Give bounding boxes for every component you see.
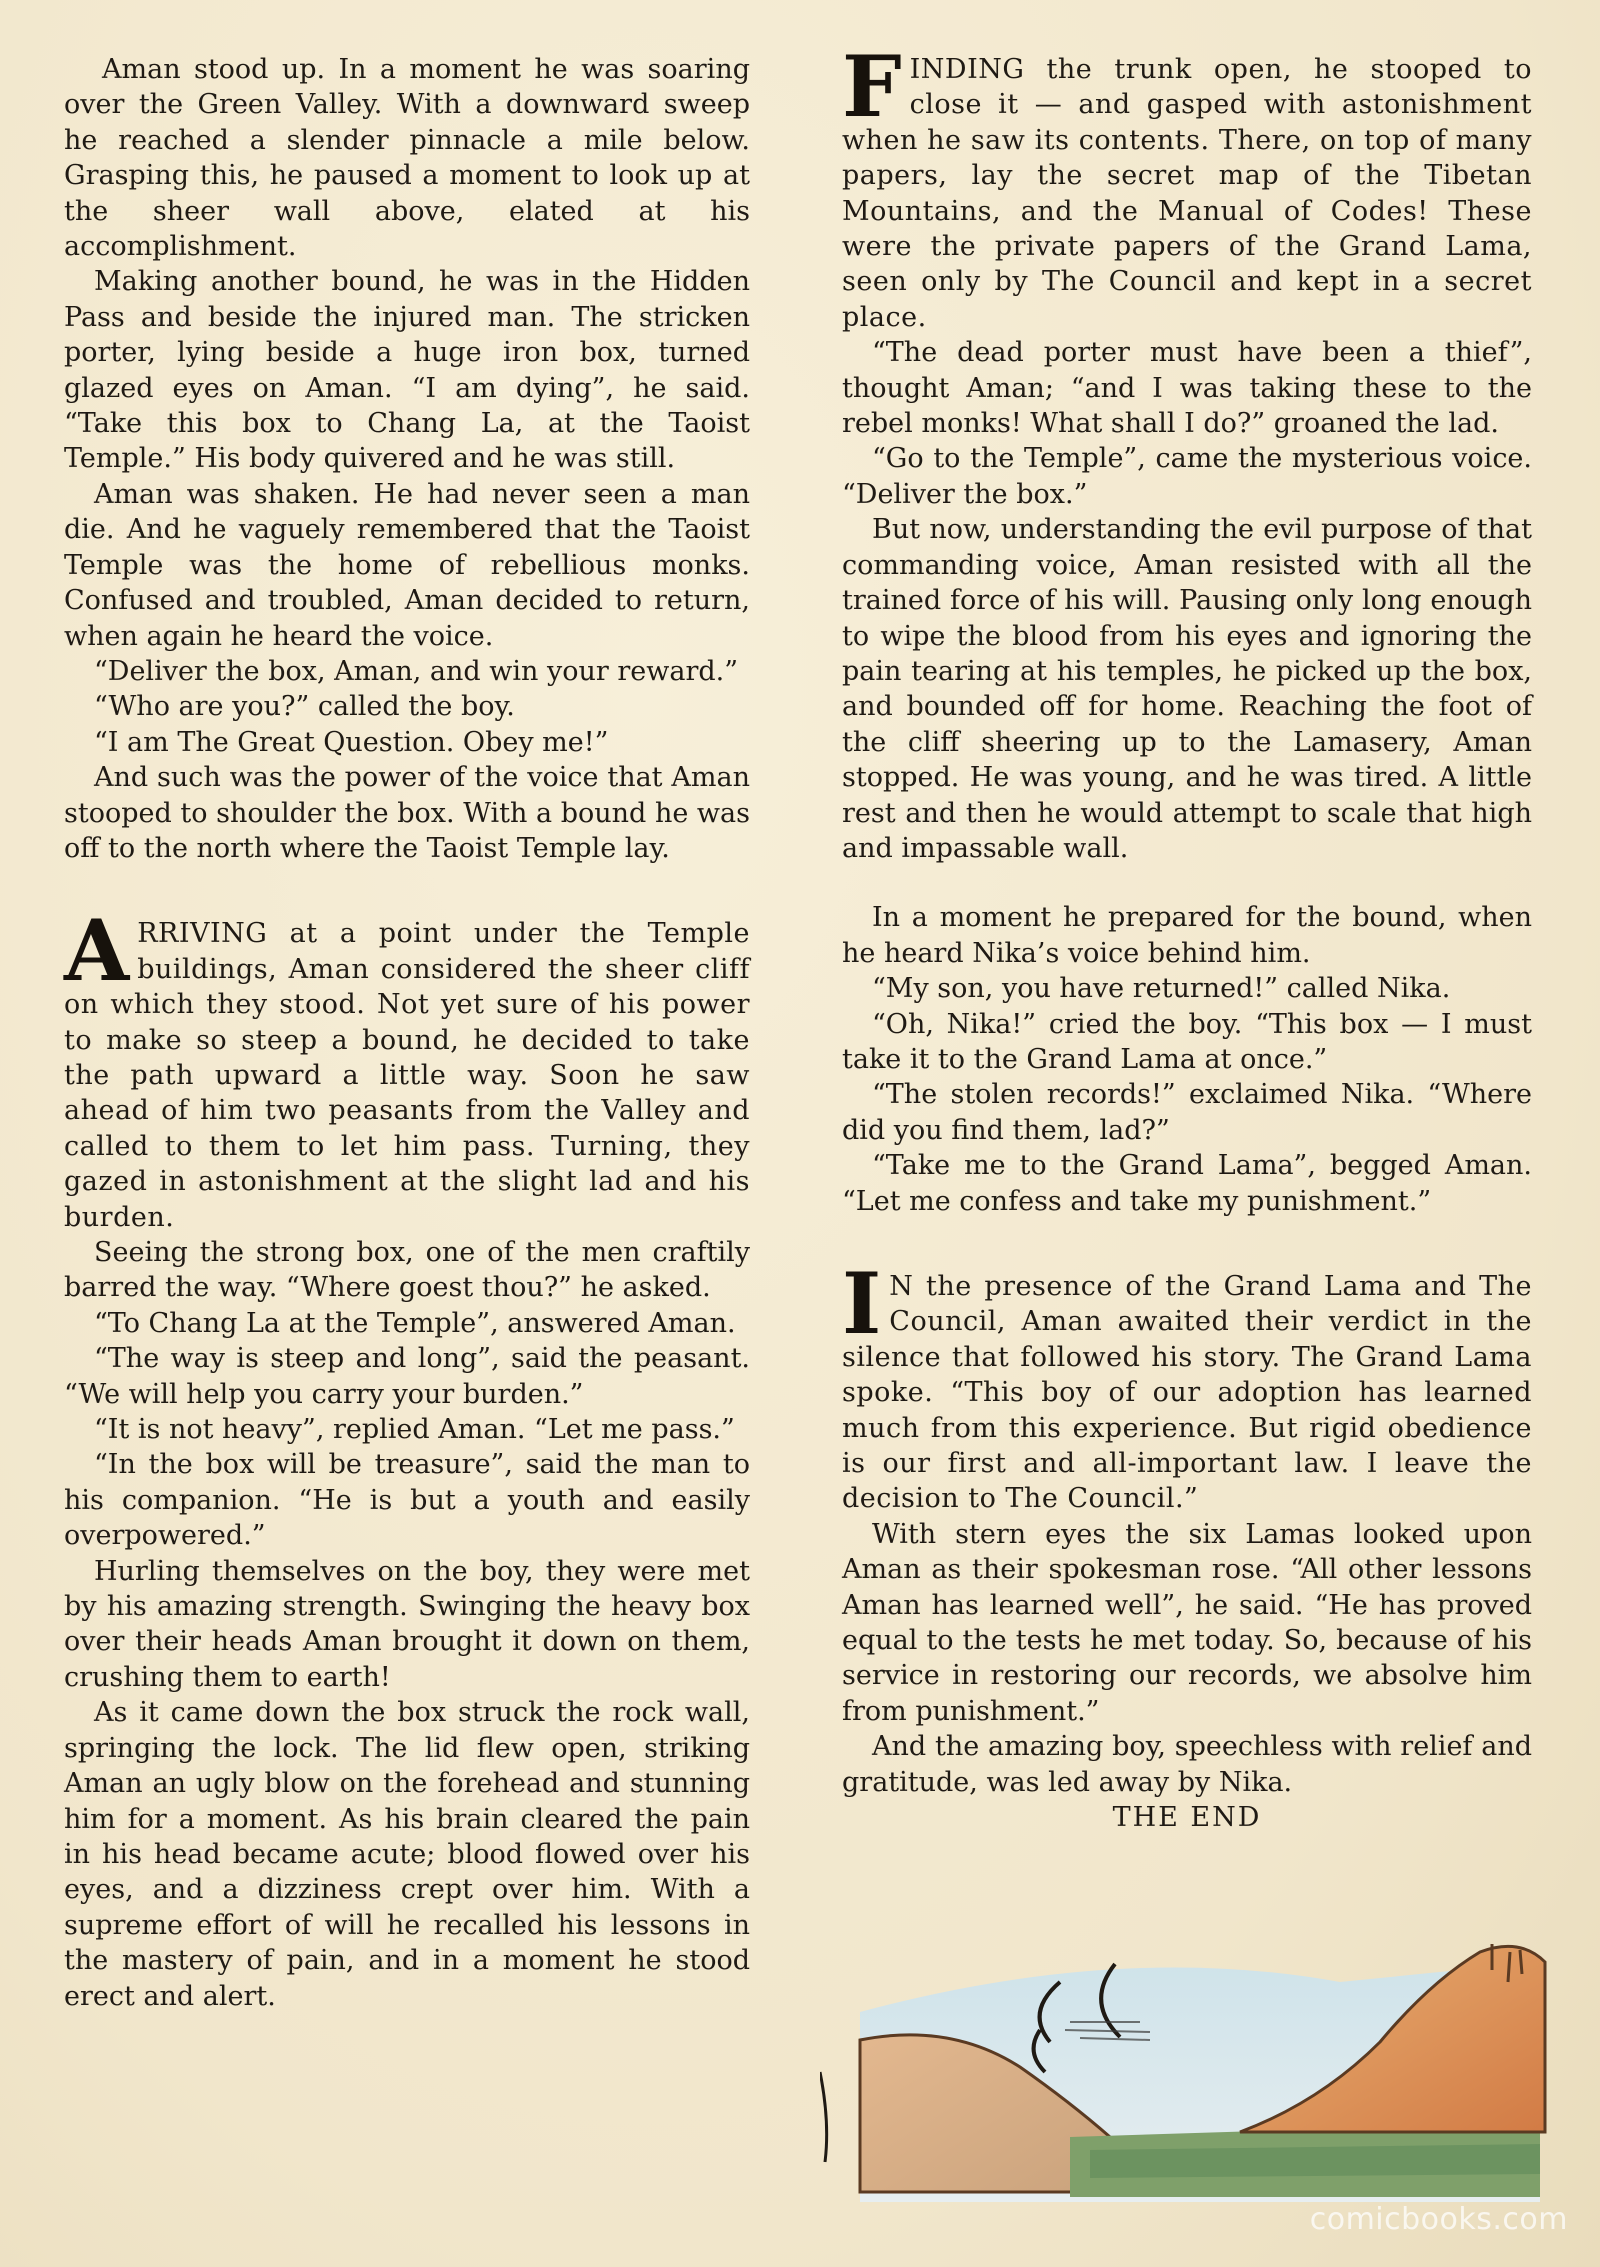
paragraph: “To Chang La at the Temple”, answered Aman. xyxy=(94,1307,736,1339)
watermark: comicbooks.com xyxy=(1309,2202,1568,2237)
the-end-label: THE END xyxy=(1112,1802,1262,1834)
drop-cap: F xyxy=(842,37,902,136)
paragraph: “Who are you?” called the boy. xyxy=(94,691,515,723)
paragraph: Hurling themselves on the boy, they were met by his amazing strength. Swinging the heavy box over their heads Aman brought it down on them, crushing them to earth! xyxy=(64,1555,750,1693)
paragraph: “Oh, Nika!” cried the boy. “This box — I must take it to the Grand Lama at once.” xyxy=(842,1008,1532,1075)
paragraph: Aman was shaken. He had never seen a man die. And he vaguely remembered that the Taoist Temple was the home of rebellious monks. Confused and troubled, Aman decided to return, when again he heard the voice. xyxy=(64,478,750,652)
lead-text: INDING the trunk open, he stooped to close it — and gasped with astonishment when he saw its contents. There, on top of many papers, lay the secret map of the Tibetan Mountains, and the Manual of Codes! These were the private papers of the Grand Lama, seen only by The Council and kept in a secret place. xyxy=(842,54,1532,333)
paragraph: As it came down the box struck the rock wall, springing the lock. The lid flew open, striking Aman an ugly blow on the forehead and stunning him for a moment. As his brain cleared the pain in his head became acute; blood flowed over his eyes, and a dizziness crept over him. With a supreme effort of will he recalled his lessons in the mastery of pain, and in a moment he stood erect and alert. xyxy=(64,1697,750,2012)
paragraph: With stern eyes the six Lamas looked upon Aman as their spokesman rose. “All other lessons Aman has learned well”, he said. “He has proved equal to the tests he met today. So, because of his service in restoring our records, we absolve him from punishment.” xyxy=(842,1518,1532,1727)
section-finding xyxy=(842,37,1532,866)
drop-cap: A xyxy=(64,901,130,1001)
section-council xyxy=(842,1254,1532,1836)
landscape-illustration xyxy=(820,1922,1560,2212)
section-lead-paragraph xyxy=(842,1254,1532,1517)
right-column xyxy=(842,37,1532,1836)
paragraph: “In the box will be treasure”, said the man to his companion. “He is but a youth and easily overpowered.” xyxy=(64,1449,750,1552)
drop-cap: I xyxy=(842,1254,882,1353)
paragraph: But now, understanding the evil purpose of that commanding voice, Aman resisted with all the trained force of his will. Pausing only long enough to wipe the blood from his eyes and ignoring the pain tearing at his temples, he picked up the box, and bounded off for home. Reaching the foot of the cliff sheering up to the Lamasery, Aman stopped. He was young, and he was tired. A little rest and then he would attempt to scale that high and impassable wall. xyxy=(842,514,1532,864)
paragraph: Seeing the strong box, one of the men craftily barred the way. “Where goest thou?” he asked. xyxy=(64,1237,750,1304)
section-lead-paragraph xyxy=(842,37,1532,335)
paragraph: “The stolen records!” exclaimed Nika. “Where did you find them, lad?” xyxy=(842,1079,1532,1146)
paragraph: In a moment he prepared for the bound, when he heard Nika’s voice behind him. xyxy=(842,902,1532,969)
paragraph: “It is not heavy”, replied Aman. “Let me pass.” xyxy=(94,1414,735,1446)
paragraph: “The dead porter must have been a thief”, thought Aman; “and I was taking these to the rebel monks! What shall I do?” groaned the lad. xyxy=(842,337,1532,440)
paragraph: And such was the power of the voice that Aman stooped to shoulder the box. With a bound he was off to the north where the Taoist Temple lay. xyxy=(64,762,750,864)
paragraph: Aman stood up. In a moment he was soaring over the Green Valley. With a downward sweep he reached a slender pinnacle a mile below. Grasping this, he paused a moment to look up at the sheer wall above, elated at his accomplishment. xyxy=(64,54,750,263)
lead-text: RRIVING at a point under the Temple buildings, Aman considered the sheer cliff on which they stood. Not yet sure of his power to make so steep a bound, he decided to take the path upward a little way. Soon he saw ahead of him two peasants from the Valley and called to them to let him pass. Turning, they gazed in astonishment at the slight lad and his burden. xyxy=(64,918,750,1233)
paragraph: “I am The Great Question. Obey me!” xyxy=(94,726,609,758)
section-arriving xyxy=(64,901,750,2014)
paragraph: “Go to the Temple”, came the mysterious voice. “Deliver the box.” xyxy=(842,443,1532,510)
lead-text: N the presence of the Grand Lama and The Council, Aman awaited their verdict in the silence that followed his story. The Grand Lama spoke. “This boy of our adoption has learned much from this experience. But rigid obedience is our first and all-important law. I leave the decision to The Council.” xyxy=(842,1271,1532,1515)
paragraph: “My son, you have returned!” called Nika. xyxy=(872,973,1451,1005)
paragraph: Making another bound, he was in the Hidden Pass and beside the injured man. The stricken porter, lying beside a huge iron box, turned glazed eyes on Aman. “I am dying”, he said. “Take this box to Chang La, at the Taoist Temple.” His body quivered and he was still. xyxy=(64,266,750,475)
section-nika xyxy=(842,900,1532,1219)
paragraph: “The way is steep and long”, said the peasant. “We will help you carry your burden.” xyxy=(64,1343,750,1410)
left-column xyxy=(64,52,750,2014)
paragraph: “Deliver the box, Aman, and win your reward.” xyxy=(94,655,739,687)
section-lead-paragraph xyxy=(64,901,750,1235)
paragraph: “Take me to the Grand Lama”, begged Aman. “Let me confess and take my punishment.” xyxy=(842,1150,1532,1217)
paragraph: And the amazing boy, speechless with relief and gratitude, was led away by Nika. xyxy=(842,1731,1532,1798)
